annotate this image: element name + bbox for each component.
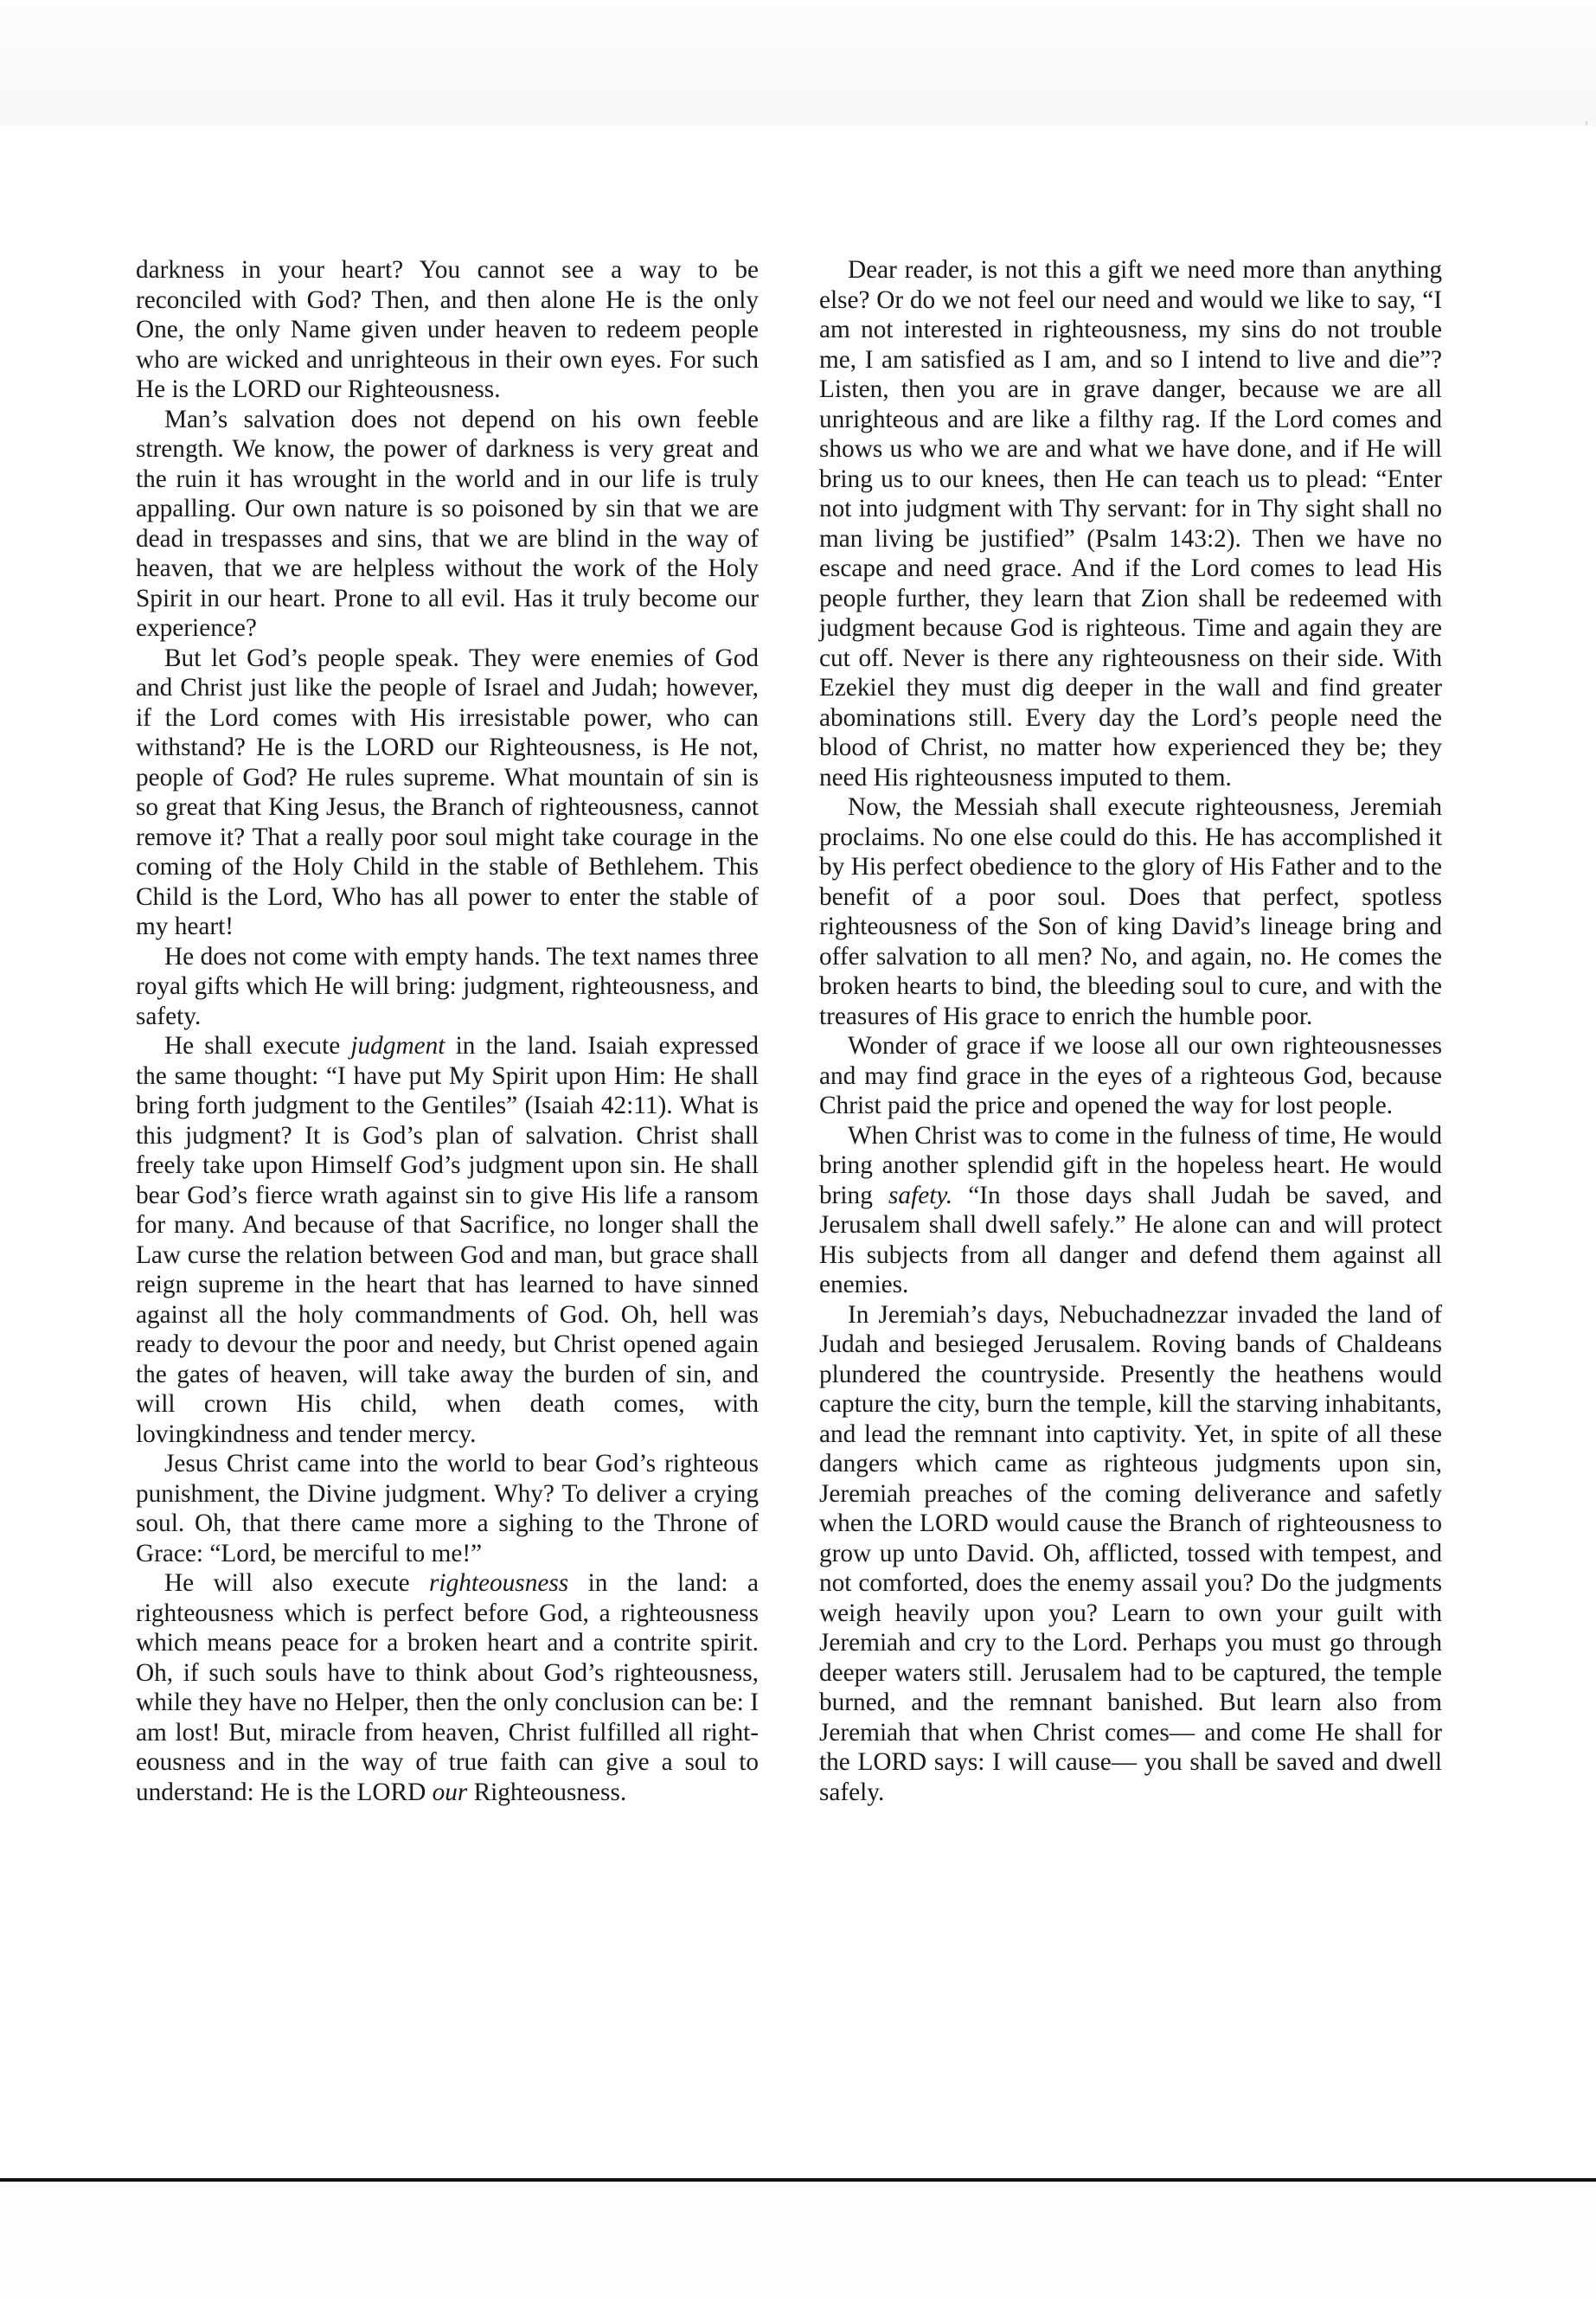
emphasis-safety: safety. bbox=[888, 1181, 953, 1209]
emphasis-righteousness: righteousness bbox=[429, 1569, 569, 1597]
paragraph: He does not come with empty hands. The text names three royal gifts which He will bring: judgment, righteousness, and safety. bbox=[136, 942, 759, 1030]
text-run: “In those days shall Judah be saved, and Jerusalem shall dwell safely.” He alone can and will protect His subjects from all danger and defend them against all enemies. bbox=[819, 1181, 1442, 1298]
paragraph: Dear reader, is not this a gift we need more than anything else? Or do we not feel our need and would we like to say, “I am not interested in righteousness, my sins do not trouble me, I am satisfied as I am, and so I intend to live and die”? Listen, then you are in grave danger, because we are all unrighteous and are like a filthy rag. If the Lord comes and shows us who we are and what we have done, and if He will bring us to our knees, then He can teach us to plead: “Enter not into judgment with Thy servant: for in Thy sight shall no man living be justified” (Psalm 143:2). Then we have no escape and need grace. And if the Lord comes to lead His people further, they learn that Zion shall be redeemed with judgment because God is righteous. Time and again they are cut off. Never is there any righteousness on their side. With Ezekiel they must dig deeper in the wall and find greater abominations still. Every day the Lord’s people need the blood of Christ, no matter how experienced they be; they need His righteousness imputed to them. bbox=[819, 256, 1442, 792]
paragraph: Now, the Messiah shall execute righteousness, Jeremiah proclaims. No one else could do this. He has accomplished it by His perfect obedience to the glory of His Father and to the benefit of a poor soul. Does that perfect, spotless righteousness of the Son of king David’s lineage bring and offer salvation to all men? No, and again, no. He comes the broken hearts to bind, the bleeding soul to cure, and with the treasures of His grace to enrich the humble poor. bbox=[819, 793, 1442, 1030]
left-column bbox=[136, 255, 759, 1807]
paragraph: Jesus Christ came into the world to bear God’s righteous punishment, the Divine judgment. Why? To deliver a crying soul. Oh, that there came more a sighing to the Throne of Grace: “Lord, be merciful to me!” bbox=[136, 1450, 759, 1567]
text-run: in the land: a righteousness which is perfect before God, a righteousness which means peace for a broken heart and a contrite spirit. Oh, if such souls have to think about God’s righteousness, while they have no Helper, then the only conclusion can be: I am lost! But, miracle from heaven, Christ fulfilled all righteousness and in the way of true faith can give a soul to understand: He is the LORD bbox=[136, 1569, 759, 1806]
paragraph bbox=[136, 1031, 759, 1449]
paragraph: darkness in your heart? You cannot see a way to be reconciled with God? Then, and then alone He is the only One, the only Name given under heaven to redeem people who are wicked and unrighteous in their own eyes. For such He is the LORD our Righteousness. bbox=[136, 256, 759, 403]
paragraph bbox=[136, 1568, 759, 1807]
emphasis-our: our bbox=[432, 1778, 468, 1806]
text-run: in the land. Isaiah expressed the same thought: “I have put My Spirit upon Him: He shall bring forth judgment to the Gentiles” (Isaiah 42:11). What is this judgment? It is God’s plan of salvation. Christ shall freely take upon Himself God’s judgment upon sin. He shall bear God’s fierce wrath against sin to give His life a ransom for many. And because of that Sacrifice, no longer shall the Law curse the relation between God and man, but grace shall reign supreme in the heart that has learned to have sinned against all the holy commandments of God. Oh, hell was ready to devour the poor and needy, but Christ opened again the gates of heaven, will take away the burden of sin, and will crown His child, when death comes, with lovingkindness and tender mercy. bbox=[136, 1032, 759, 1448]
text-run: Righteousness. bbox=[467, 1778, 627, 1806]
document-page bbox=[0, 125, 1596, 2184]
scan-margin-bottom bbox=[0, 2182, 1596, 2301]
paragraph: In Jeremiah’s days, Nebuchadnezzar invaded the land of Judah and besieged Jerusalem. Roving bands of Chaldeans plundered the countryside. Presently the heathens would capture the city, burn the temple, kill the starving inhabitants, and lead the remnant into captivity. Yet, in spite of all these dangers which came as righteous judgments upon sin, Jeremiah preaches of the coming deliverance and safetly when the LORD would cause the Branch of righteousness to grow up unto David. Oh, afflicted, tossed with tempest, and not comforted, does the enemy assail you? Do the judgments weigh heavily upon you? Learn to own your guilt with Jeremiah and cry to the Lord. Perhaps you must go through deeper waters still. Jerusalem had to be captured, the temple burned, and the remnant banished. But learn also from Jeremiah that when Christ comes— and come He shall for the LORD says: I will cause— you shall be saved and dwell safely. bbox=[819, 1300, 1442, 1806]
paragraph: But let God’s people speak. They were enemies of God and Christ just like the people of Israel and Judah; however, if the Lord comes with His irresistable power, who can withstand? He is the LORD our Righteousness, is He not, people of God? He rules supreme. What mountain of sin is so great that King Jesus, the Branch of righteousness, cannot remove it? That a really poor soul might take courage in the coming of the Holy Child in the stable of Bethlehem. This Child is the Lord, Who has all power to enter the stable of my heart! bbox=[136, 644, 759, 940]
emphasis-judgment: judgment bbox=[350, 1032, 445, 1060]
paragraph: Man’s salvation does not depend on his own feeble strength. We know, the power of darkness is very great and the ruin it has wrought in the world and in our life is truly appalling. Our own nature is so poisoned by sin that we are dead in trespasses and sins, that we are blind in the way of heaven, that we are helpless without the work of the Holy Spirit in our heart. Prone to all evil. Has it truly become our experience? bbox=[136, 405, 759, 642]
right-column bbox=[819, 255, 1442, 1807]
paragraph bbox=[819, 1121, 1442, 1300]
paragraph: Wonder of grace if we loose all our own righteousnesses and may find grace in the eyes of a righteous God, because Christ paid the price and opened the way for lost people. bbox=[819, 1032, 1442, 1119]
text-run: He shall execute bbox=[164, 1032, 351, 1060]
scan-margin-top bbox=[0, 0, 1596, 125]
text-run: He will also execute bbox=[164, 1569, 430, 1597]
text-run: When Christ was to come in the fulness of time, He would bring another splendid gift in the hopeless heart. He would bring bbox=[819, 1121, 1442, 1209]
